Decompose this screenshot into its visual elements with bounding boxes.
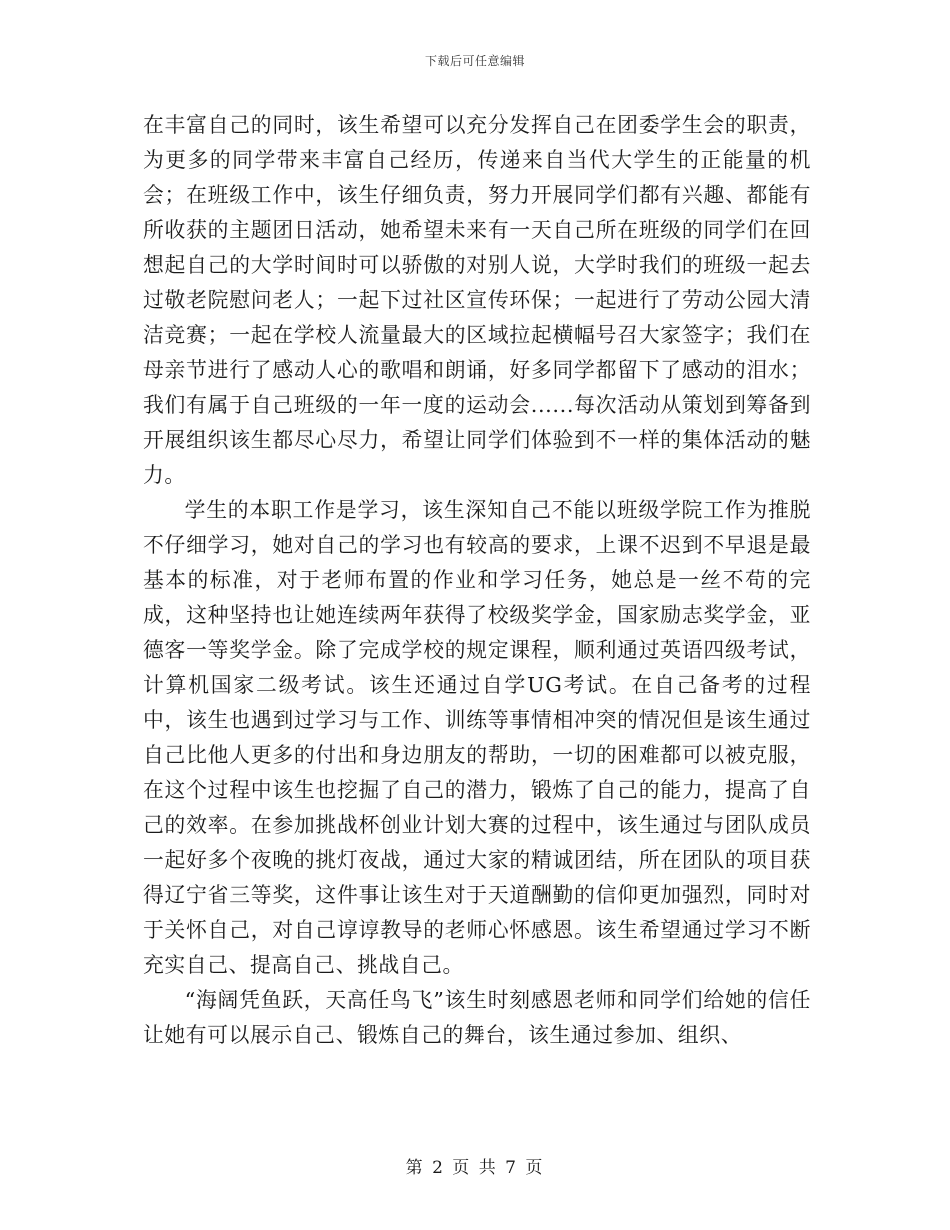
paragraph-2: 学生的本职工作是学习，该生深知自己不能以班级学院工作为推脱不仔细学习，她对自己的学习也有较高的要求，上课不迟到不早退是最基本的标准，对于老师布置的作业和学习任务，她总是一丝不苟的完成，这种坚持也让她连续两年获得了校级奖学金，国家励志奖学金，亚德客一等奖学金。除了完成学校的规定课程，顺利通过英语四级考试，计算机国家二级考试。该生还通过自学UG考试。在自己备考的过程中，该生也遇到过学习与工作、训练等事情相冲突的情况但是该生通过自己比他人更多的付出和身边朋友的帮助，一切的困难都可以被克服，在这个过程中该生也挖掘了自己的潜力，锻炼了自己的能力，提高了自己的效率。在参加挑战杯创业计划大赛的过程中，该生通过与团队成员一起好多个夜晚的挑灯夜战，通过大家的精诚团结，所在团队的项目获得辽宁省三等奖，这件事让该生对于天道酬勤的信仰更加强烈，同时对于关怀自己，对自己谆谆教导的老师心怀感恩。该生希望通过学习不断充实自己、提高自己、挑战自己。 bbox=[143, 498, 811, 977]
paragraph-3: “海阔凭鱼跃，天高任鸟飞”该生时刻感恩老师和同学们给她的信任让她有可以展示自己、锻炼自己的舞台，该生通过参加、组织、 bbox=[143, 988, 811, 1047]
document-body bbox=[143, 108, 811, 1053]
page-header: 下载后可任意编辑 bbox=[424, 54, 525, 68]
paragraph-1: 在丰富自己的同时，该生希望可以充分发挥自己在团委学生会的职责，为更多的同学带来丰富自己经历，传递来自当代大学生的正能量的机会；在班级工作中，该生仔细负责，努力开展同学们都有兴趣、都能有所收获的主题团日活动，她希望未来有一天自己所在班级的同学们在回想起自己的大学时间时可以骄傲的对别人说，大学时我们的班级一起去过敬老院慰问老人；一起下过社区宣传环保；一起进行了劳动公园大清洁竞赛；一起在学校人流量最大的区域拉起横幅号召大家签字；我们在母亲节进行了感动人心的歌唱和朗诵，好多同学都留下了感动的泪水；我们有属于自己班级的一年一度的运动会......每次活动从策划到筹备到开展组织该生都尽心尽力，希望让同学们体验到不一样的集体活动的魅力。 bbox=[143, 113, 811, 487]
page-number-footer: 第 2 页 共 7 页 bbox=[405, 1158, 545, 1178]
